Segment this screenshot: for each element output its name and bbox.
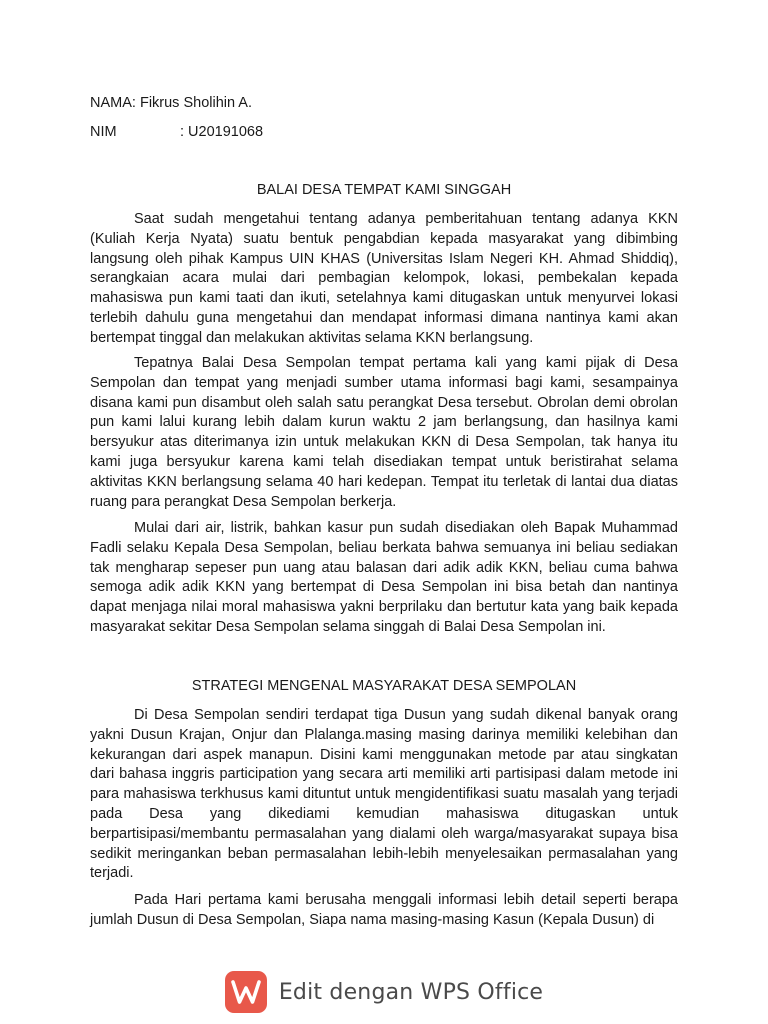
nama-line xyxy=(90,94,252,112)
nim-line xyxy=(90,123,263,141)
nama-value: : Fikrus Sholihin A. xyxy=(131,95,252,111)
wps-office-logo-icon xyxy=(225,971,267,1013)
paragraph: Tepatnya Balai Desa Sempolan tempat pertama kali yang kami pijak di Desa Sempolan dan tempat yang menjadi sumber utama informasi bagi kami, sesampainya disana kami pun disambut oleh salah satu perangkat Desa tersebut. Obrolan demi obrolan pun kami lalui kurang lebih dalam kurun waktu 2 jam berlangsung, dan hasilnya kami bersyukur atas diterimanya izin untuk melakukan KKN di Desa Sempolan, tak hanya itu kami juga bersyukur karena kami telah disediakan tempat untuk beristirahat selama aktivitas KKN berlangsung selama 40 hari kedepan. Tempat itu terletak di lantai dua diatas ruang para perangkat Desa Sempolan berkerja. xyxy=(90,355,678,510)
wps-edit-banner[interactable] xyxy=(0,960,768,1024)
paragraph: Saat sudah mengetahui tentang adanya pemberitahuan tentang adanya KKN (Kuliah Kerja Nyata) suatu bentuk pengabdian kepada masyarakat yang dibimbing langsung oleh pihak Kampus UIN KHAS (Universitas Islam Negeri KH. Ahmad Shiddiq), serangkaian acara mulai dari pembagian kelompok, lokasi, pembekalan kepada mahasiswa pun kami taati dan ikuti, setelahnya kami ditugaskan untuk menyurvei lokasi terlebih dahulu guna mengetahui dan mendapat informasi dimana nantinya kami akan bertempat tinggal dan melakukan aktivitas selama KKN berlangsung. xyxy=(90,211,678,346)
section-title-strategi: STRATEGI MENGENAL MASYARAKAT DESA SEMPOLAN xyxy=(191,678,577,694)
nama-label: NAMA xyxy=(90,95,132,111)
nim-value: : U20191068 xyxy=(180,124,264,140)
paragraph: Di Desa Sempolan sendiri terdapat tiga Dusun yang sudah dikenal banyak orang yakni Dusun Krajan, Onjur dan Plalanga.masing masing darinya memiliki kelebihan dan kekurangan dari aspek manapun. Disini kami menggunakan metode par atau singkatan dari bahasa inggris participation yang secara arti memiliki arti partisipasi dalam metode ini para mahasiswa terkhusus kami dituntut untuk mengidentifikasi suatu masalah yang terjadi pada Desa yang dikediami kemudian mahasiswa ditugaskan untuk berpartisipasi/membantu permasalahan yang dialami oleh warga/masyarakat supaya bisa sedikit meringankan beban permasalahan lebih-lebih menyelesaikan permasalahan yang terjadi. xyxy=(90,707,678,882)
section-title-balai-desa: BALAI DESA TEMPAT KAMI SINGGAH xyxy=(256,182,512,198)
nim-label: NIM xyxy=(90,124,117,140)
wps-edit-label: Edit dengan WPS Office xyxy=(278,979,544,1005)
paragraph: Mulai dari air, listrik, bahkan kasur pun sudah disediakan oleh Bapak Muhammad Fadli selaku Kepala Desa Sempolan, beliau berkata bahwa semuanya ini beliau sediakan tak mengharap sepeser pun uang atau balasan dari adik adik KKN, beliau cuma bahwa semoga adik adik KKN yang bertempat di Desa Sempolan ini bisa betah dan nantinya dapat menjaga nilai moral mahasiswa yakni berprilaku dan bertutur kata yang baik kepada masyarakat sekitar Desa Sempolan selama singgah di Balai Desa Sempolan ini. xyxy=(90,520,678,635)
paragraph: Pada Hari pertama kami berusaha menggali informasi lebih detail seperti berapa jumlah Dusun di Desa Sempolan, Siapa nama masing-masing Kasun (Kepala Dusun) di xyxy=(90,892,678,928)
